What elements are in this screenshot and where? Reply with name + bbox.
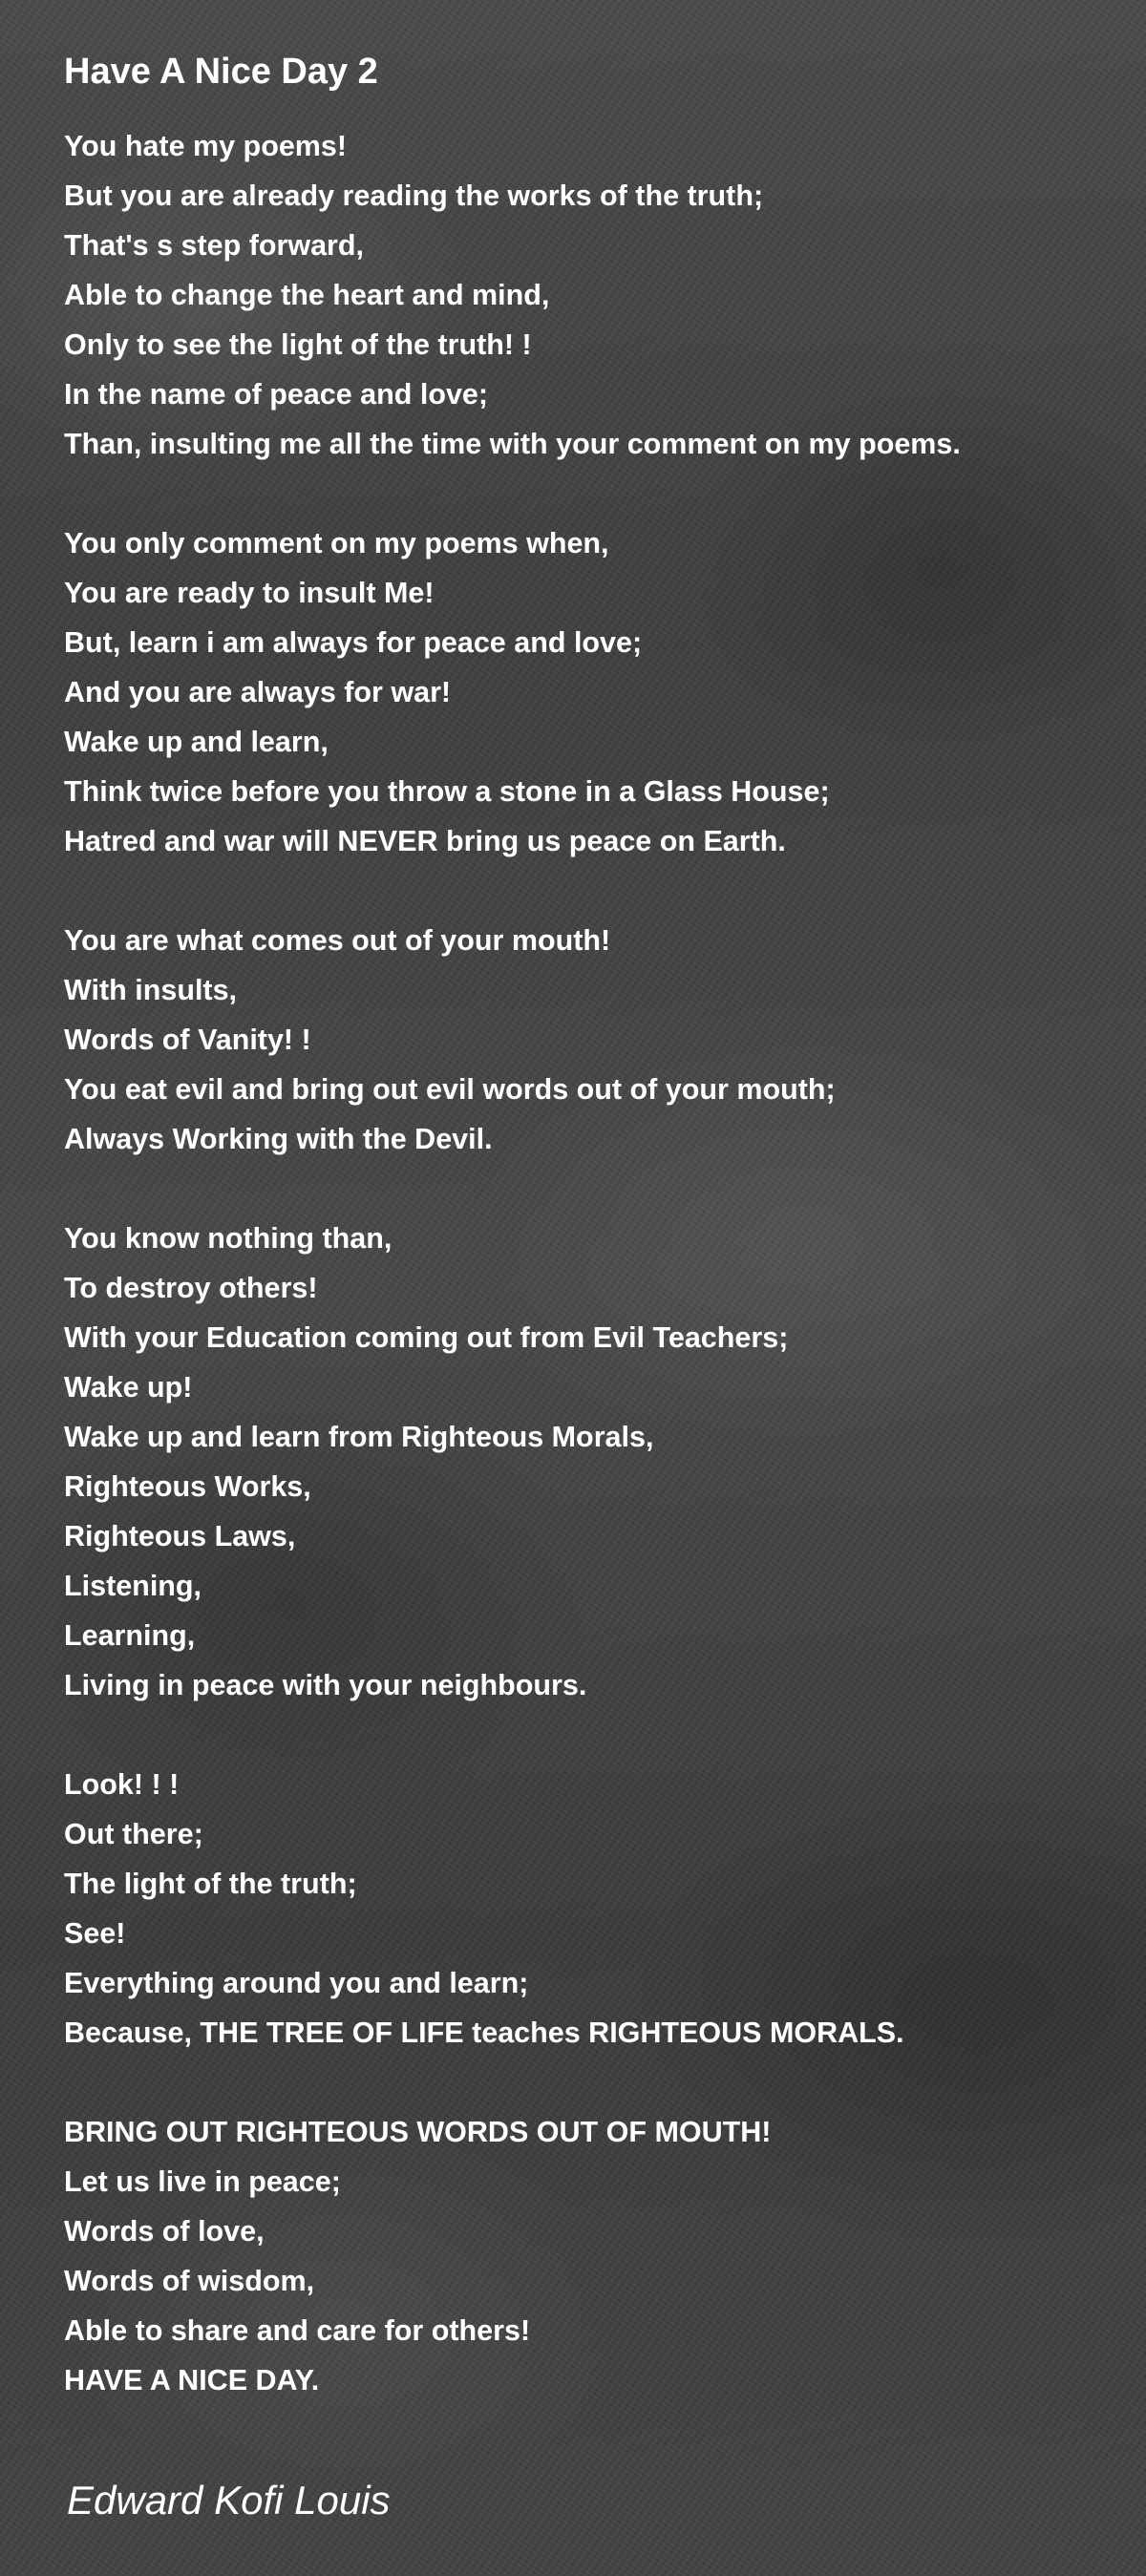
- poem-line: Listening,: [64, 1570, 202, 1602]
- poem-line: You are ready to insult Me!: [64, 577, 435, 609]
- poem-stanza: [64, 1760, 1124, 2058]
- poem-body: [64, 121, 1124, 2405]
- poem-line: Out there;: [64, 1818, 203, 1850]
- poem-line: Only to see the light of the truth! !: [64, 328, 532, 361]
- poem-line: Learning,: [64, 1619, 196, 1652]
- poem-line: That's s step forward,: [64, 229, 365, 262]
- poem-line: Look! ! !: [64, 1768, 180, 1801]
- poem-line: Words of love,: [64, 2215, 265, 2248]
- poem-line: To destroy others!: [64, 1272, 318, 1304]
- poem-title: Have A Nice Day 2: [64, 52, 378, 92]
- poem-line: Wake up and learn,: [64, 726, 329, 758]
- poem-line: Let us live in peace;: [64, 2165, 341, 2198]
- poem-line: Words of Vanity! !: [64, 1024, 311, 1056]
- poem-line: You hate my poems!: [64, 130, 348, 162]
- poem-line: See!: [64, 1917, 126, 1950]
- poem-line: But, learn i am always for peace and love;: [64, 626, 643, 659]
- poem-line: Living in peace with your neighbours.: [64, 1669, 587, 1701]
- poem-line: Everything around you and learn;: [64, 1967, 529, 1999]
- poem-line: Wake up!: [64, 1371, 193, 1404]
- poem-line: In the name of peace and love;: [64, 378, 489, 411]
- poem-line: With insults,: [64, 974, 238, 1006]
- poem-stanza: [64, 518, 1124, 866]
- poem-line: Think twice before you throw a stone in a Glass House;: [64, 775, 830, 808]
- poem-line: BRING OUT RIGHTEOUS WORDS OUT OF MOUTH!: [64, 2116, 772, 2148]
- poem-line: With your Education coming out from Evil Teachers;: [64, 1321, 789, 1354]
- poem-line: Able to share and care for others!: [64, 2314, 531, 2347]
- poem-line: You know nothing than,: [64, 1222, 393, 1255]
- poem-line: Wake up and learn from Righteous Morals,: [64, 1421, 654, 1453]
- poem-line: And you are always for war!: [64, 676, 452, 708]
- poem-line: You are what comes out of your mouth!: [64, 924, 611, 957]
- poem-line: But you are already reading the works of the truth;: [64, 179, 764, 212]
- poem-stanza: [64, 121, 1124, 469]
- poem-line: Words of wisdom,: [64, 2265, 315, 2297]
- poem-stanza: [64, 1214, 1124, 1710]
- poem-line: Hatred and war will NEVER bring us peace on Earth.: [64, 825, 786, 857]
- poem-line: Than, insulting me all the time with your comment on my poems.: [64, 428, 961, 460]
- poem-line: Able to change the heart and mind,: [64, 279, 550, 311]
- poem-line: Righteous Works,: [64, 1470, 311, 1503]
- poem-line: Always Working with the Devil.: [64, 1123, 493, 1155]
- poem-line: The light of the truth;: [64, 1868, 357, 1900]
- poem-line: Because, THE TREE OF LIFE teaches RIGHTEOUS MORALS.: [64, 2016, 904, 2049]
- poem-line: You only comment on my poems when,: [64, 527, 609, 560]
- poem-line: HAVE A NICE DAY.: [64, 2364, 320, 2397]
- poem-stanza: [64, 2107, 1124, 2405]
- poem-line: You eat evil and bring out evil words out of your mouth;: [64, 1073, 836, 1106]
- poem-line: Righteous Laws,: [64, 1520, 296, 1552]
- poem-stanza: [64, 916, 1124, 1164]
- poem-container: [64, 0, 1124, 2455]
- poem-author: Edward Kofi Louis: [67, 2478, 391, 2523]
